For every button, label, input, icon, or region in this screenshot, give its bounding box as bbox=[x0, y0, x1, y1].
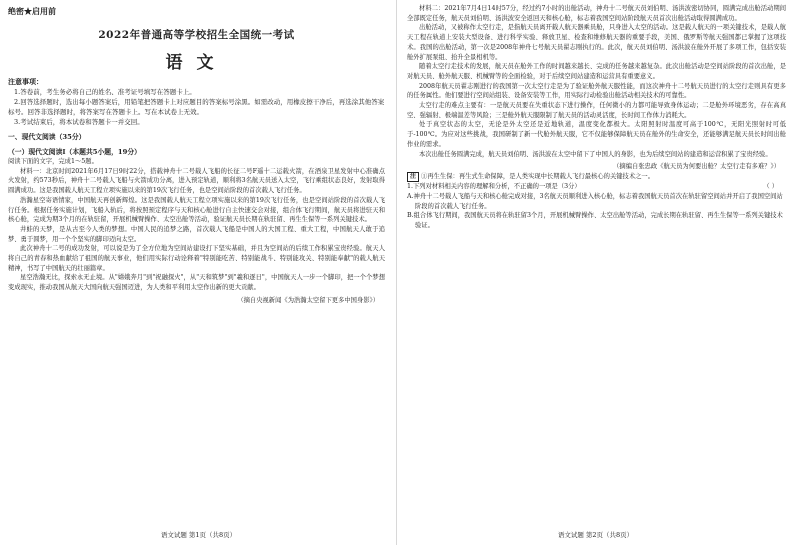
footnote bbox=[407, 172, 786, 182]
source-citation: （摘编自张忠政《航天员为何要出舱？太空行走有多难？》） bbox=[613, 163, 780, 171]
option-b: B.组合体飞行期间，我国航天员将在轨驻留3个月，开展机械臂操作、太空出舱等活动，完成长期在轨驻留、再生生保等一系列关键技术验证。 bbox=[407, 212, 783, 230]
section-title: 一、现代文阅读（35分） bbox=[8, 133, 86, 141]
subsection-title: （一）现代文阅读Ⅰ（本题共5小题，19分） bbox=[8, 148, 141, 156]
paragraph: 处于真空状态的太空，无论是外太空还是近地轨道，温度变化都极大。太阳照射时温度可高于100℃，无阳光照射时可低于-100℃。为应对这些挑战，我国研制了新一代舱外航天服，它不仅能够保障航天员在舱外的生命安全，还能够满足航天员长时间出舱作业的需求。 bbox=[407, 121, 786, 148]
note-item: 2.回答选择题时，选出每小题答案后，用铅笔把答题卡上对应题目的答案标号涂黑。如需改动，用橡皮擦干净后，再选涂其他答案标号。回答非选择题时，将答案写在答题卡上。写在本试卷上无效。 bbox=[8, 98, 385, 116]
paragraph: 本次出舱任务圆满完成，航天员刘伯明、汤洪波在太空中留下了中国人的身影，也为后续空间站的建造和运营积累了宝贵经验。 bbox=[419, 150, 772, 158]
option-a: A.神舟十二号载人飞船与天和核心舱完成对接，3名航天员顺利进入核心舱，标志着我国航天员首次在轨驻留空间站并开启了我国空间站阶段的首次载人飞行任务。 bbox=[407, 192, 783, 210]
paragraph: 此次神舟十二号的成功发射，可以说是为了全方位地为空间站建设打下坚实基础，并且为空间站的后续工作积累宝贵经验。航天人将自己的青春和热血献给了祖国的航天事业，他们用实际行动诠释着"特别能吃苦、特别能战斗、特别能攻关、特别能奉献"的载人航天精神，书写了中国航天的壮丽篇章。 bbox=[8, 245, 385, 272]
question-text: 1.下列对材料相关内容的理解和分析，不正确的一项是（3分） bbox=[407, 183, 581, 191]
footnote-text: ①再生生保：再生式生命保障，是人类实现中长期载人飞行最核心的关键技术之一。 bbox=[421, 173, 655, 181]
paragraph: 浩瀚星空寄语情家，中国航天再创新辉煌。这是我国载人航天工程立项实施以来的第19次飞行任务，也是空间站阶段的首次载人飞行任务。根据任务实施计划，飞船入轨后，将按照预定程序与天和核心舱进行自主快速交会对接，组合体飞行期间，航天员将进驻天和核心舱，完成为期3个月的在轨驻留，开展机械臂操作、太空出舱等活动，验证航天员长期在轨驻留、再生生保等一系列关键技术。 bbox=[8, 196, 385, 224]
paragraph: 出舱活动，又被称作太空行走，是指航天员离开载人航天器乘员舱，只身进入太空的活动。这是载人航天的一项关键技术，是载人航天工程在轨道上安装大型设备、进行科学实验、释放卫星、检查和维修航天器的重要手段，美国、俄罗斯等航天强国都已掌握了这项技术。我国的出舱活动，第一次是2008年神舟七号航天员翟志刚执行的。此次，航天员刘伯明、汤洪波在舱外开展了多项工作，包括安装舱外扩展泵组、抬升全景相机等。 bbox=[407, 24, 786, 61]
page-2 bbox=[397, 0, 794, 545]
subject-title: 语文 bbox=[165, 53, 228, 73]
paragraph: 2008年航天员翟志刚进行的我国第一次太空行走是为了验证舱外航天服性能，而这次神舟十二号航天员进行的太空行走则具有更多的任务属性。他们要进行空间站组装、设备安装等工作，用实际行动检验出舱活动相关技术的可靠性。 bbox=[407, 82, 786, 100]
material-one: 材料一：北京时间2021年6月17日9时22分，搭载神舟十二号载人飞船的长征二号F遥十二运载火箭，在酒泉卫星发射中心准确点火发射，约573秒后，神舟十二号载人飞船与火箭成功分离，进入预定轨道，顺利将3名航天员送入太空，飞行乘组状态良好，发射取得圆满成功。这是我国载人航天工程立项实施以来的第19次飞行任务，也是空间站阶段的首次载人飞行任务。 bbox=[8, 167, 385, 195]
note-label: 注 bbox=[407, 172, 419, 182]
paragraph: 太空行走的难点主要有：一是航天员要在失重状态下进行操作，任何微小的力都可能导致身体运动；二是舱外环境恶劣，存在高真空、强辐射、极端温差等风险；三是舱外航天服限制了航天员的活动灵活度，长时间工作体力消耗大。 bbox=[407, 102, 786, 119]
paragraph: 井蛙的天梦，是从古至今人类的梦想。中国人民的追梦之路，首次载人飞船是中国人的大国工程、重大工程，中国航天人敢于追梦、勇于圆梦，用一个个坚实的脚印迈向太空。 bbox=[8, 225, 385, 243]
material-two: 材料二：2021年7月4日14时57分，经过约7小时的出舱活动，神舟十二号航天员刘伯明、汤洪波密切协同，圆满完成出舱活动期间全部既定任务，航天员刘伯明、汤洪波安全返回天和核心舱，标志着我国空间站阶段航天员首次出舱活动取得圆满成功。 bbox=[407, 5, 786, 22]
note-item: 1.答卷前，考生务必将自己的姓名、准考证号填写在答题卡上。 bbox=[14, 88, 196, 96]
paragraph: 随着太空行走技术的发展，航天员在舱外工作的时间越来越长、完成的任务越来越复杂。此次出舱活动是空间站阶段的首次出舱，是对航天员、舱外航天服、机械臂等的全面检验，对于后续空间站建造和运营具有重要意义。 bbox=[407, 63, 786, 80]
exam-title: 2022年普通高等学校招生全国统一考试 bbox=[98, 29, 295, 41]
page-footer: 语文试题 第2页（共8页） bbox=[557, 531, 634, 539]
answer-paren: （ ） bbox=[763, 183, 778, 191]
page-footer: 语文试题 第1页（共8页） bbox=[160, 531, 237, 539]
notes-title: 注意事项： bbox=[8, 77, 43, 86]
note-item: 3.考试结束后，将本试卷和答题卡一并交回。 bbox=[14, 118, 144, 126]
question-1 bbox=[407, 182, 786, 192]
paragraph: 星空浩瀚无比，探索永无止境。从"嫦娥奔月"到"祝融探火"，从"天和筑梦"到"羲和逐日"，中国航天人一步一个脚印，把一个个梦想变成现实，推动我国从航天大国向航天强国迈进，为人类和平利用太空作出新的更大贡献。 bbox=[8, 274, 385, 292]
secret-label: 绝密★启用前 bbox=[8, 6, 56, 16]
instruction: 阅读下面的文字，完成1～5题。 bbox=[8, 158, 98, 165]
source-citation: （摘自央视新闻《为浩瀚太空留下更多中国身影》） bbox=[237, 296, 379, 304]
